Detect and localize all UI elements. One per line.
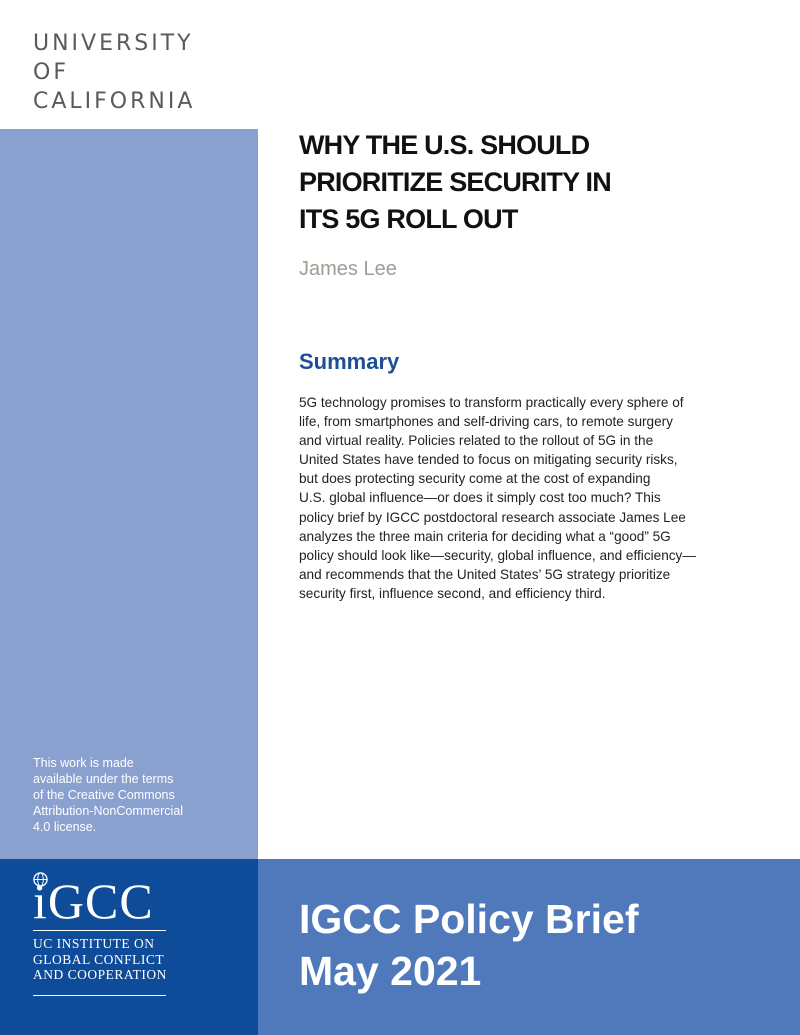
summary-line: and recommends that the United States’ 5G strategy prioritize bbox=[299, 566, 671, 582]
license-line-3: of the Creative Commons bbox=[33, 788, 175, 802]
license-line-4: Attribution-NonCommercial bbox=[33, 804, 184, 818]
summary-line: but does protecting security come at the cost of expanding bbox=[299, 471, 651, 487]
summary-heading: Summary bbox=[299, 349, 400, 374]
igcc-sub-line-2: GLOBAL CONFLICT bbox=[33, 951, 165, 967]
license-notice bbox=[33, 755, 233, 835]
igcc-sub-line-3: AND COOPERATION bbox=[33, 967, 167, 982]
summary-line: and virtual reality. Policies related to the rollout of 5G in the bbox=[299, 433, 654, 449]
summary-line: policy brief by IGCC postdoctoral research associate James Lee bbox=[299, 509, 686, 525]
university-line-1: UNIVERSITY bbox=[33, 31, 194, 56]
brief-line-1: IGCC Policy Brief bbox=[299, 896, 639, 942]
university-wordmark bbox=[33, 29, 195, 116]
university-line-3: CALIFORNIA bbox=[33, 89, 196, 114]
igcc-sub-line-1: UC INSTITUTE ON bbox=[33, 936, 155, 951]
title-line-1: WHY THE U.S. SHOULD bbox=[299, 130, 590, 160]
university-line-2: OF bbox=[33, 60, 69, 85]
title-line-2: PRIORITIZE SECURITY IN bbox=[299, 167, 611, 197]
summary-line: policy should look like—security, global influence, and efficiency— bbox=[299, 547, 696, 563]
summary-line: United States have tended to focus on mitigating security risks, bbox=[299, 452, 678, 468]
summary-line: 5G technology promises to transform practically every sphere of bbox=[299, 395, 684, 410]
summary-line: life, from smartphones and self-driving cars, to remote surgery bbox=[299, 414, 673, 430]
document-title bbox=[299, 127, 719, 238]
license-line-5: 4.0 license. bbox=[33, 820, 97, 834]
title-line-3: ITS 5G ROLL OUT bbox=[299, 204, 518, 234]
author-name: James Lee bbox=[299, 258, 397, 280]
logo-divider bbox=[33, 930, 166, 931]
policy-brief-label bbox=[299, 893, 638, 997]
side-color-panel bbox=[0, 129, 258, 859]
igcc-logo-subtitle bbox=[33, 936, 167, 983]
license-line-2: available under the terms bbox=[33, 772, 174, 786]
brief-date: May 2021 bbox=[299, 948, 482, 994]
igcc-logo: iGCC bbox=[33, 873, 154, 929]
summary-line: analyzes the three main criteria for deciding what a “good” 5G bbox=[299, 528, 671, 544]
logo-divider bbox=[33, 995, 166, 996]
summary-line: security first, influence second, and efficiency third. bbox=[299, 585, 606, 601]
license-line-1: This work is made bbox=[33, 756, 134, 770]
summary-text bbox=[299, 393, 757, 603]
summary-line: U.S. global influence—or does it simply cost too much? This bbox=[299, 490, 661, 506]
